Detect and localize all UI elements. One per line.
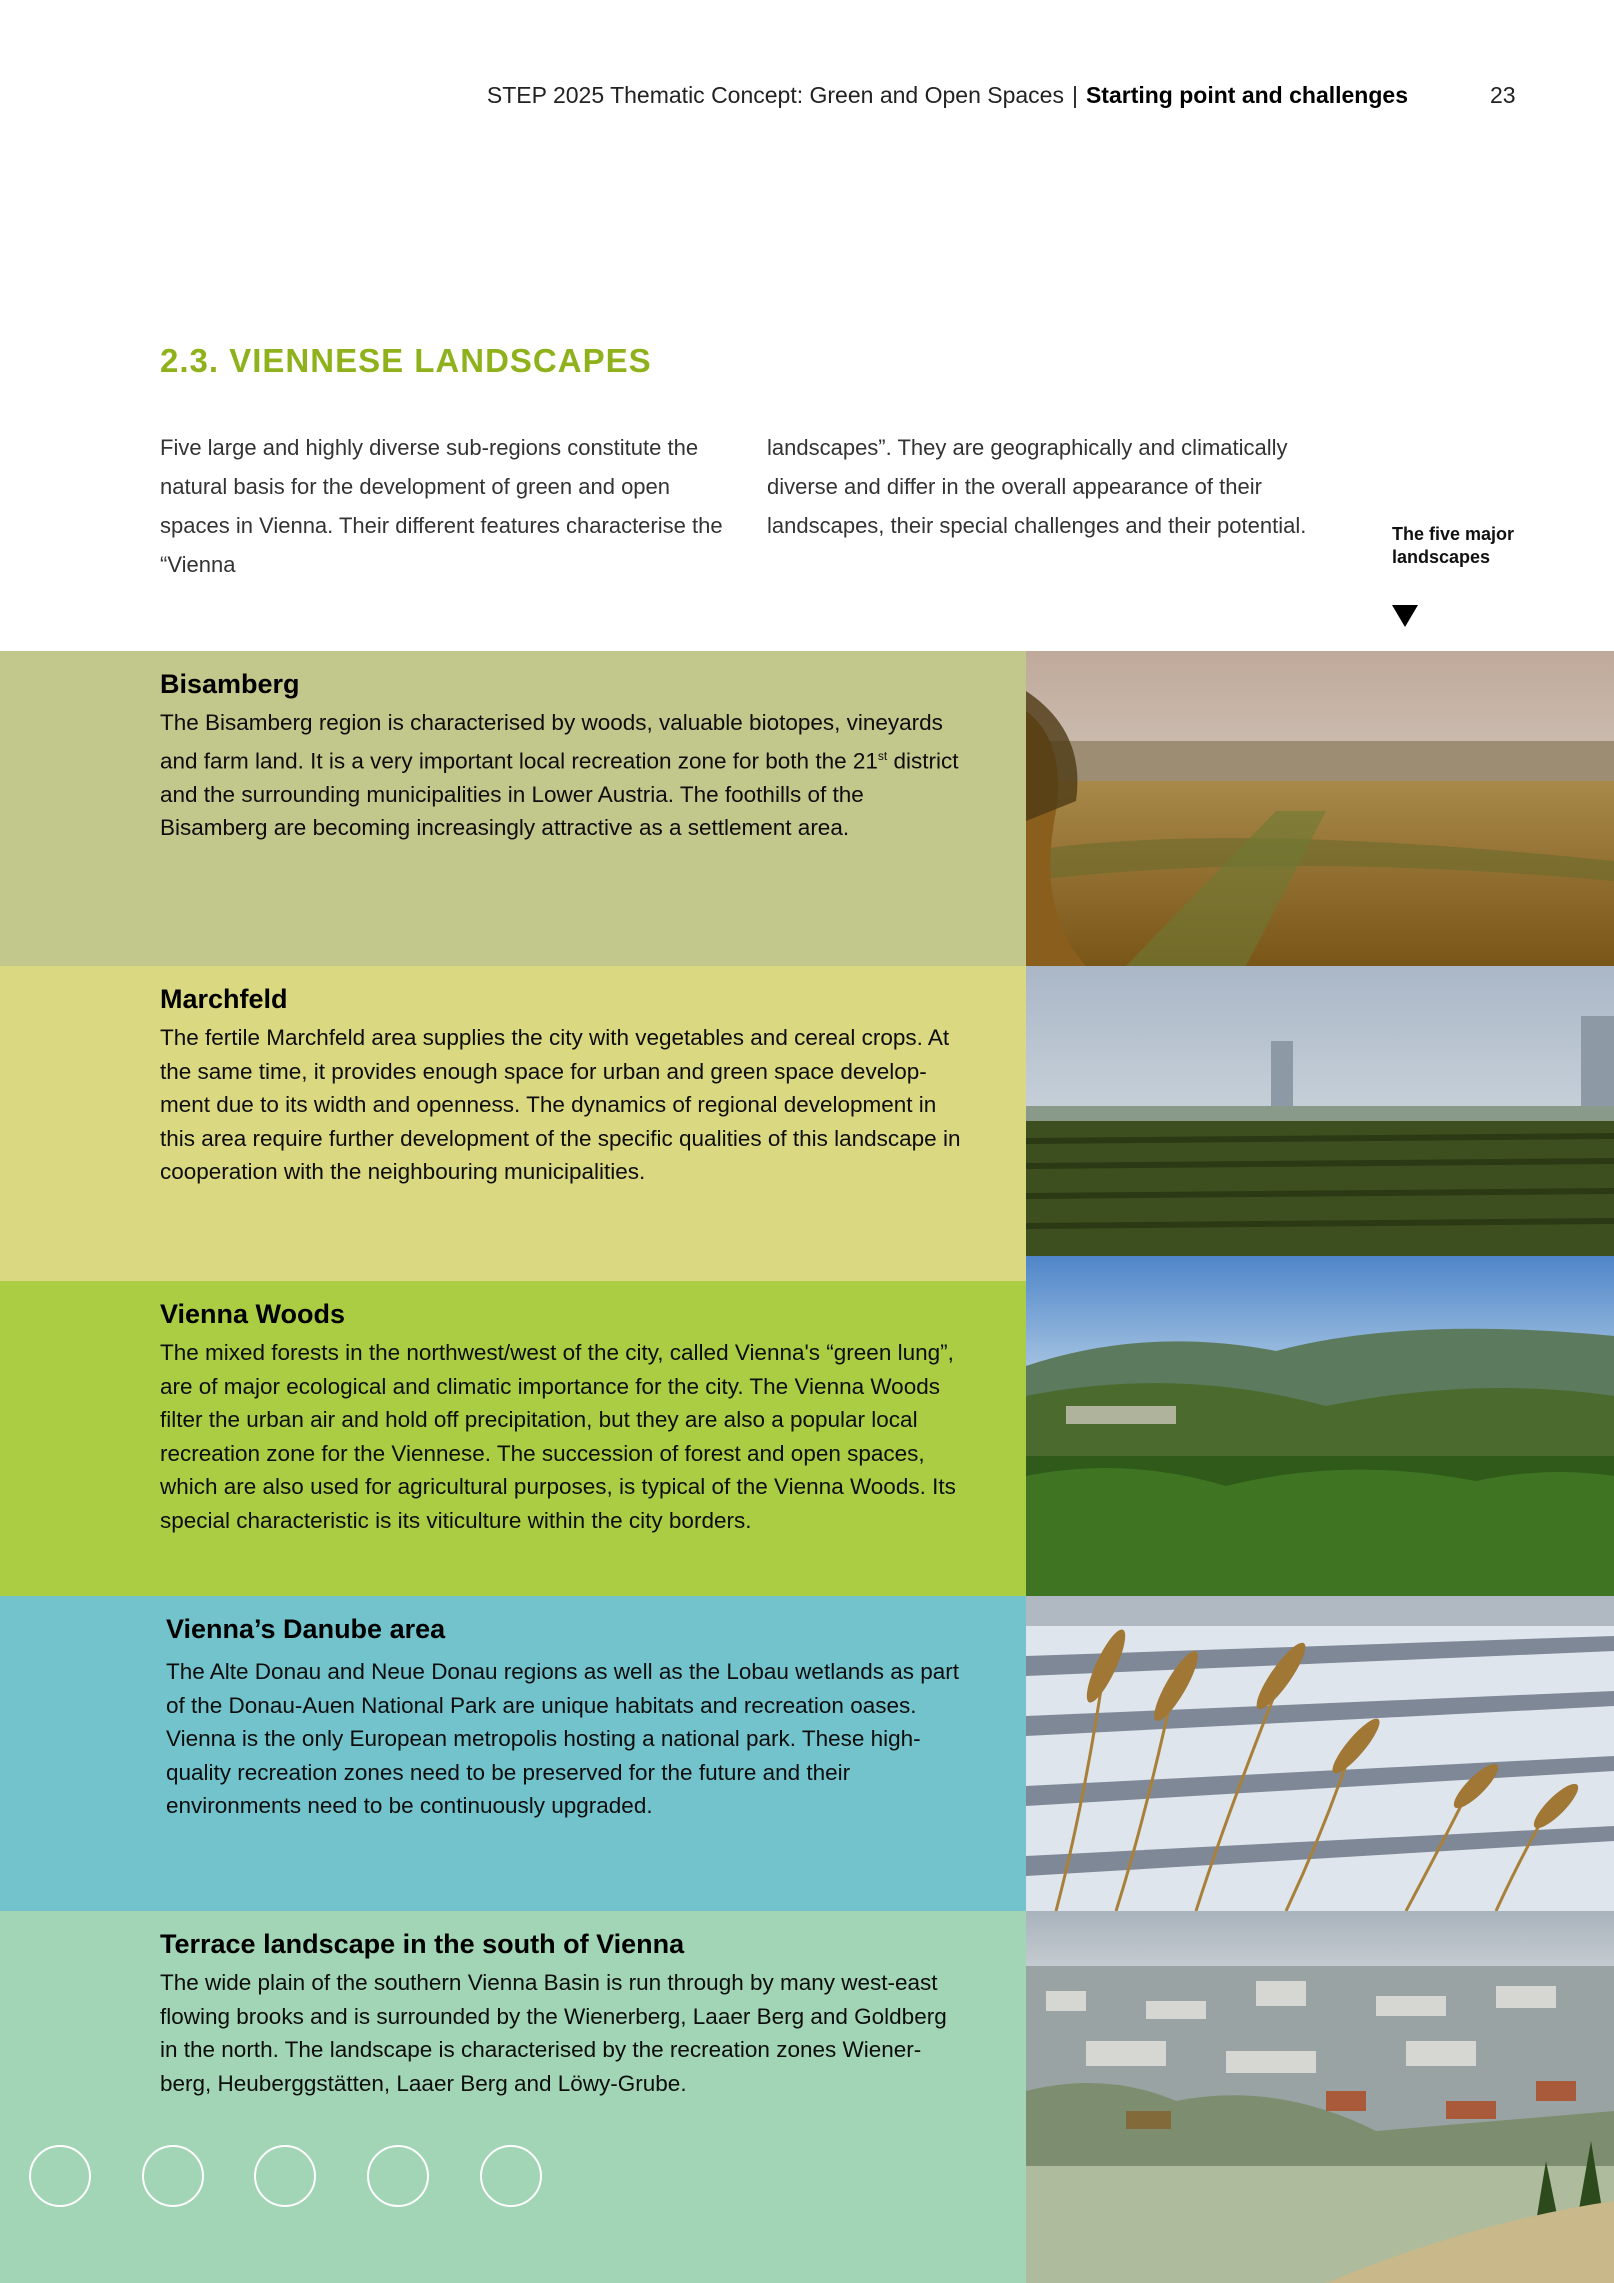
landscape-title: Vienna’s Danube area [166, 1614, 446, 1644]
vienna-woods-photo [1026, 1256, 1614, 1596]
danube-photo [1026, 1596, 1614, 1911]
landscape-description: The mixed forests in the northwest/west of the city, called Vienna's “green lung”, are of major ecological and climatic importance for the city. The Vienna Woods filter the urban air and hold off precipitation, but they are also a popular local recreation zone for the Viennese. The succession of forest and open spaces, which are also used for agricultural purposes, is typical of the Vienna Woods. Its special characteristic is its viticulture within the city borders. [160, 1340, 956, 1533]
landscape-circle-4 [367, 2145, 429, 2207]
landscape-band-danube [0, 1596, 1026, 1911]
section-title: 2.3. VIENNESE LANDSCAPES [160, 342, 652, 379]
landscape-band-vienna-woods [0, 1281, 1026, 1596]
landscape-band-terrace [0, 1911, 1026, 2283]
landscape-description-part: The Bisamberg region is characterised by woods, valuable biotopes, vineyards and farm land. It is a very important local recreation zone for both the 21 [160, 710, 943, 773]
landscape-circle-3 [254, 2145, 316, 2207]
landscape-title: Marchfeld [160, 984, 288, 1014]
landscape-title: Bisamberg [160, 669, 300, 699]
landscape-description-part: district and the surrounding municipalities in Lower Austria. The foothills of the Bisamberg are becoming increasingly attractive as a settlement area. [160, 748, 959, 840]
landscape-description: The fertile Marchfeld area supplies the city with vegetables and cereal crops. At the same time, it provides enough space for urban and green space develop-ment due to its width and openness. The dynamics of regional development in this area require further development of the specific qualities of this landscape in cooperation with the neighbouring municipalities. [160, 1025, 961, 1184]
intro-text-right: landscapes”. They are geographically and climatically diverse and differ in the overall appearance of their landscapes, their special challenges and their potential. [767, 435, 1307, 538]
landscape-band-marchfeld [0, 966, 1026, 1281]
landscape-title: Vienna Woods [160, 1299, 346, 1329]
intro-text-left: Five large and highly diverse sub-regions constitute the natural basis for the development of green and open spaces in Vienna. Their different features characterise the “Vienna [160, 435, 723, 577]
marchfeld-photo [1026, 966, 1614, 1256]
header-separator: | [1071, 82, 1078, 108]
landscape-title: Terrace landscape in the south of Vienna [160, 1929, 685, 1959]
landscape-circle-1 [29, 2145, 91, 2207]
landscape-description [160, 706, 970, 845]
landscape-description: The wide plain of the southern Vienna Basin is run through by many west-east flowing brooks and is surrounded by the Wienerberg, Laaer Berg and Goldberg in the north. The landscape is characterised by the recreation zones Wiener-berg, Heuberggstätten, Laaer Berg and Löwy-Grube. [160, 1970, 947, 2096]
landscape-circle-2 [142, 2145, 204, 2207]
ordinal-suffix: st [877, 748, 888, 763]
landscape-description: The Alte Donau and Neue Donau regions as well as the Lobau wetlands as part of the Donau-Auen National Park are unique habitats and recreation oases. Vienna is the only European metropolis hosting a national park. These high-quality recreation zones need to be preserved for the future and their environments need to be continuously upgraded. [166, 1659, 960, 1818]
landscapes-aside-label: The five major landscapes [1392, 524, 1515, 567]
chapter-title: Starting point and challenges [1085, 82, 1408, 108]
landscape-circle-5 [480, 2145, 542, 2207]
down-arrow-icon [1392, 605, 1418, 627]
bisamberg-photo [1026, 651, 1614, 966]
page-number: 23 [1490, 82, 1516, 108]
running-header [0, 82, 1408, 109]
landscape-band-bisamberg [0, 651, 1026, 966]
document-title: STEP 2025 Thematic Concept: Green and Open Spaces [486, 82, 1064, 108]
terrace-landscape-photo [1026, 1911, 1614, 2283]
